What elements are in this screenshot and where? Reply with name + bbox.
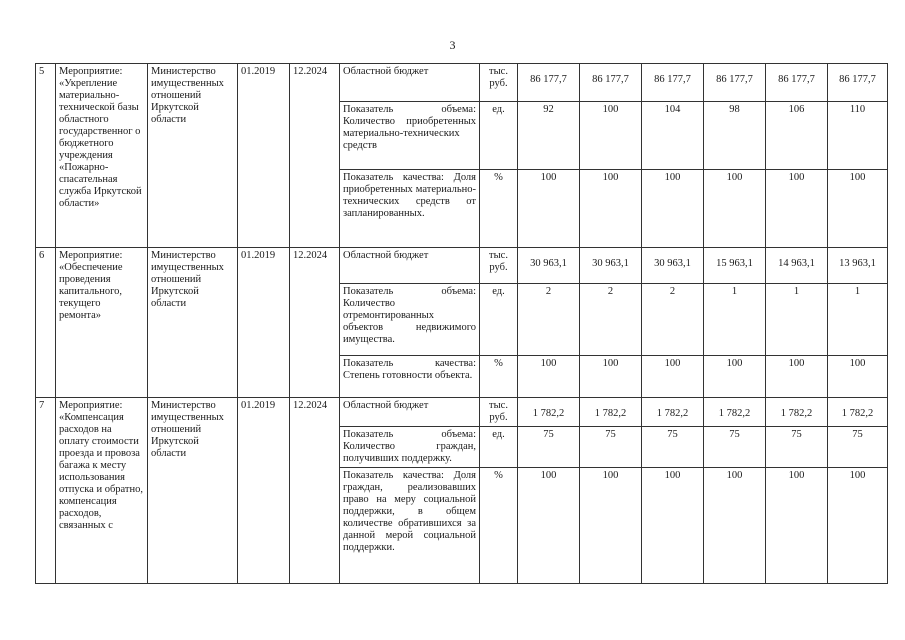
indicator-value: 106 bbox=[766, 102, 828, 170]
indicator-value: 100 bbox=[518, 356, 580, 398]
end-date: 12.2024 bbox=[290, 248, 340, 398]
indicator-value: 75 bbox=[642, 427, 704, 468]
program-measures-table bbox=[35, 63, 888, 584]
indicator-unit: % bbox=[480, 356, 518, 398]
indicator-value: 2 bbox=[580, 284, 642, 356]
indicator-value: 86 177,7 bbox=[828, 64, 888, 102]
measure-number: 5 bbox=[36, 64, 56, 248]
end-date: 12.2024 bbox=[290, 398, 340, 584]
indicator-unit: ед. bbox=[480, 102, 518, 170]
indicator-value: 2 bbox=[642, 284, 704, 356]
indicator-value: 30 963,1 bbox=[518, 248, 580, 284]
indicator-value: 1 782,2 bbox=[580, 398, 642, 427]
indicator-unit: ед. bbox=[480, 427, 518, 468]
measure-name: Мероприятие: «Компенсация расходов на оплату стоимости проезда и провоза багажа к месту использования отпуска и обратно, компенсация расходов, связанных с bbox=[56, 398, 148, 584]
indicator-value: 1 bbox=[766, 284, 828, 356]
indicator-value: 14 963,1 bbox=[766, 248, 828, 284]
indicator-value: 30 963,1 bbox=[580, 248, 642, 284]
start-date: 01.2019 bbox=[238, 248, 290, 398]
indicator-value: 75 bbox=[518, 427, 580, 468]
indicator-value: 86 177,7 bbox=[766, 64, 828, 102]
indicator-label: Показатель качества: Доля приобретенных материально-технических средств от запланированных. bbox=[340, 170, 480, 248]
indicator-unit: % bbox=[480, 170, 518, 248]
indicator-value: 104 bbox=[642, 102, 704, 170]
table-row bbox=[36, 398, 888, 427]
indicator-value: 86 177,7 bbox=[704, 64, 766, 102]
indicator-value: 100 bbox=[642, 468, 704, 584]
indicator-label: Областной бюджет bbox=[340, 248, 480, 284]
indicator-unit: тыс. руб. bbox=[480, 398, 518, 427]
indicator-value: 98 bbox=[704, 102, 766, 170]
indicator-value: 110 bbox=[828, 102, 888, 170]
indicator-value: 15 963,1 bbox=[704, 248, 766, 284]
page-number: 3 bbox=[449, 38, 456, 52]
indicator-value: 100 bbox=[828, 468, 888, 584]
measure-number: 6 bbox=[36, 248, 56, 398]
indicator-value: 1 782,2 bbox=[518, 398, 580, 427]
indicator-value: 1 bbox=[828, 284, 888, 356]
table-row bbox=[36, 64, 888, 102]
measure-executor: Министерство имущественных отношений Иркутской области bbox=[148, 398, 238, 584]
indicator-value: 75 bbox=[580, 427, 642, 468]
start-date: 01.2019 bbox=[238, 64, 290, 248]
measure-executor: Министерство имущественных отношений Иркутской области bbox=[148, 64, 238, 248]
start-date: 01.2019 bbox=[238, 398, 290, 584]
indicator-label: Показатель качества: Степень готовности объекта. bbox=[340, 356, 480, 398]
indicator-label: Показатель объема: Количество граждан, получивших поддержку. bbox=[340, 427, 480, 468]
measure-name: Мероприятие: «Обеспечение проведения капитального, текущего ремонта» bbox=[56, 248, 148, 398]
indicator-value: 100 bbox=[580, 102, 642, 170]
indicator-value: 1 bbox=[704, 284, 766, 356]
measure-executor: Министерство имущественных отношений Иркутской области bbox=[148, 248, 238, 398]
indicator-label: Показатель объема: Количество отремонтированных объектов недвижимого имущества. bbox=[340, 284, 480, 356]
indicator-value: 100 bbox=[828, 356, 888, 398]
indicator-value: 100 bbox=[580, 468, 642, 584]
indicator-value: 1 782,2 bbox=[642, 398, 704, 427]
indicator-value: 100 bbox=[766, 468, 828, 584]
indicator-value: 92 bbox=[518, 102, 580, 170]
indicator-value: 100 bbox=[766, 170, 828, 248]
indicator-unit: тыс. руб. bbox=[480, 248, 518, 284]
indicator-value: 30 963,1 bbox=[642, 248, 704, 284]
indicator-value: 100 bbox=[766, 356, 828, 398]
table-row bbox=[36, 248, 888, 284]
indicator-value: 86 177,7 bbox=[642, 64, 704, 102]
indicator-value: 100 bbox=[704, 468, 766, 584]
indicator-value: 75 bbox=[828, 427, 888, 468]
indicator-value: 100 bbox=[704, 170, 766, 248]
indicator-value: 75 bbox=[704, 427, 766, 468]
measure-name: Мероприятие: «Укрепление материально-технической базы областного государственног о бюджетного учреждения «Пожарно-спасательная служба Иркутской области» bbox=[56, 64, 148, 248]
indicator-label: Областной бюджет bbox=[340, 64, 480, 102]
indicator-value: 100 bbox=[642, 170, 704, 248]
indicator-value: 100 bbox=[704, 356, 766, 398]
indicator-value: 100 bbox=[518, 170, 580, 248]
indicator-value: 100 bbox=[518, 468, 580, 584]
indicator-label: Показатель качества: Доля граждан, реализовавших право на меру социальной поддержки, в общем количестве обратившихся за данной мерой социальной поддержки. bbox=[340, 468, 480, 584]
indicator-value: 86 177,7 bbox=[518, 64, 580, 102]
indicator-value: 75 bbox=[766, 427, 828, 468]
indicator-value: 1 782,2 bbox=[704, 398, 766, 427]
end-date: 12.2024 bbox=[290, 64, 340, 248]
indicator-unit: % bbox=[480, 468, 518, 584]
indicator-value: 1 782,2 bbox=[766, 398, 828, 427]
indicator-value: 86 177,7 bbox=[580, 64, 642, 102]
indicator-value: 100 bbox=[828, 170, 888, 248]
indicator-label: Показатель объема: Количество приобретенных материально-технических средств bbox=[340, 102, 480, 170]
indicator-value: 13 963,1 bbox=[828, 248, 888, 284]
measure-number: 7 bbox=[36, 398, 56, 584]
indicator-unit: тыс. руб. bbox=[480, 64, 518, 102]
indicator-value: 1 782,2 bbox=[828, 398, 888, 427]
indicator-label: Областной бюджет bbox=[340, 398, 480, 427]
indicator-unit: ед. bbox=[480, 284, 518, 356]
indicator-value: 100 bbox=[642, 356, 704, 398]
indicator-value: 2 bbox=[518, 284, 580, 356]
indicator-value: 100 bbox=[580, 356, 642, 398]
indicator-value: 100 bbox=[580, 170, 642, 248]
